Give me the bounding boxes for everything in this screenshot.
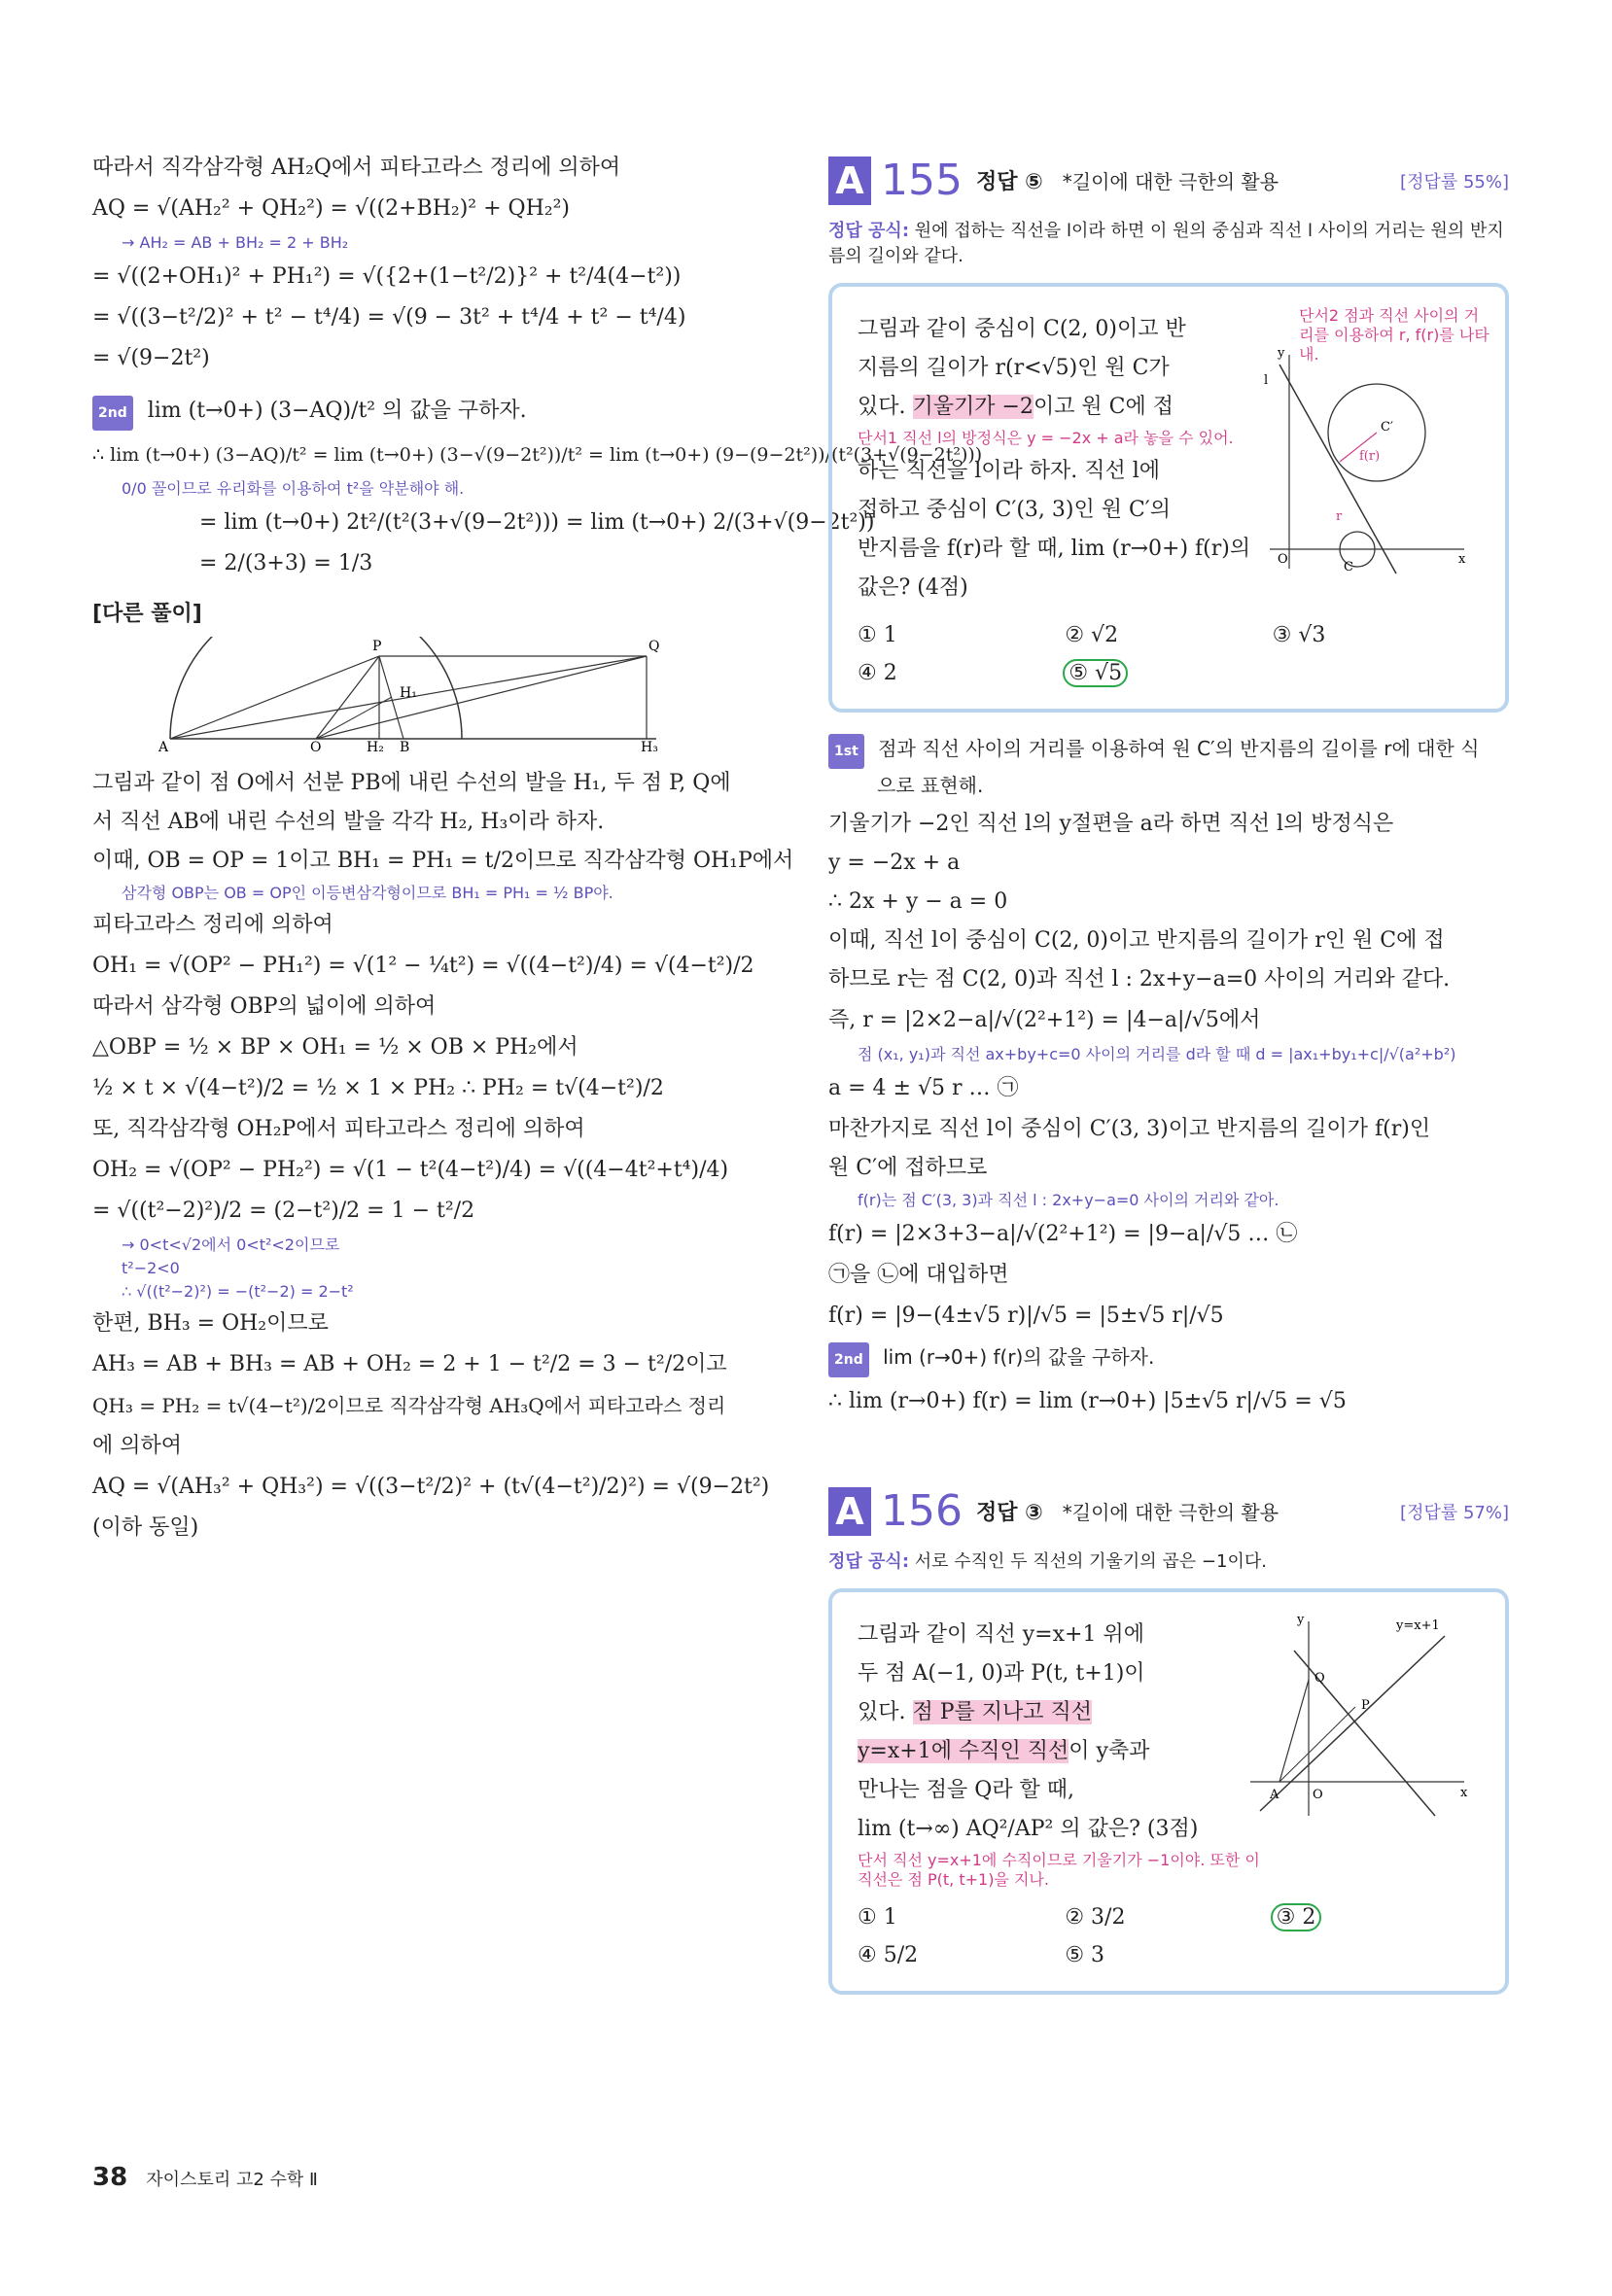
answer: 정답 ⑤ — [975, 170, 1043, 194]
text-line: 기울기가 −2인 직선 l의 y절편을 a라 하면 직선 l의 방정식은 — [828, 812, 1394, 836]
fig-label: C — [1344, 560, 1353, 574]
choice-5[interactable]: ⑤ √5 — [1065, 661, 1126, 685]
hint: 단서 직선 y=x+1에 수직이므로 기울기가 −1이야. 또한 이 직선은 점 P(t, t+1)을 지나. — [858, 1851, 1260, 1889]
annotation: 삼각형 OBP는 OB = OP인 이등변삼각형이므로 BH₁ = PH₁ = ½ BP야. — [122, 884, 613, 902]
fig-label: x — [1458, 552, 1466, 567]
text-line: 원 C′에 접하므로 — [828, 1156, 988, 1180]
text-line: 이때, 직선 l이 중심이 C(2, 0)이고 반지름의 길이가 r인 원 C에 접 — [828, 928, 1445, 953]
fig-label: r — [1336, 509, 1343, 524]
formula-text: 원에 접하는 직선을 l이라 하면 이 원의 중심과 직선 l 사이의 거리는 원의 반지름의 길이와 같다. — [828, 221, 1504, 266]
question-box-156 — [828, 1588, 1509, 1995]
question-line: 만나는 점을 Q라 할 때, — [858, 1778, 1075, 1802]
equation: 즉, r = |2×2−a|/√(2²+1²) = |4−a|/√5에서 — [828, 1008, 1261, 1032]
question-line: 지름의 길이가 r(r<√5)인 원 C가 — [858, 356, 1170, 380]
equation: AQ = √(AH₃² + QH₃²) = √((3−t²/2)² + (t√(4−t²)/2)²) = √(9−2t²) — [92, 1475, 770, 1499]
semicircle-diagram — [151, 637, 695, 753]
choice-4[interactable]: ④ 2 — [858, 661, 897, 685]
diagram-label: H₃ — [641, 740, 658, 753]
question-box-155 — [828, 283, 1509, 713]
fig-label: f(r) — [1359, 449, 1381, 464]
equation: △OBP = ½ × BP × OH₁ = ½ × OB × PH₂에서 — [92, 1035, 578, 1060]
equation: AQ = √(AH₂² + QH₂²) = √((2+BH₂)² + QH₂²) — [92, 196, 570, 221]
answer-formula — [828, 219, 1509, 269]
question-line: 접하고 중심이 C′(3, 3)인 원 C′의 — [858, 498, 1172, 522]
text-line: 마찬가지로 직선 l이 중심이 C′(3, 3)이고 반지름의 길이가 f(r)인 — [828, 1117, 1431, 1141]
text-line: 피타고라스 정리에 의하여 — [92, 913, 333, 937]
step-2 — [828, 1340, 1509, 1377]
fig-label: O — [1313, 1788, 1323, 1802]
step-badge: 2nd — [828, 1342, 869, 1377]
equation: f(r) = |2×3+3−a|/√(2²+1²) = |9−a|/√5 … ㉡ — [828, 1222, 1298, 1246]
equation: ∴ lim (t→0+) (3−AQ)/t² = lim (t→0+) (3−√(9−2t²))/t² = lim (t→0+) (9−(9−2t²))/(t²(3+√(9−2t²))) — [92, 444, 983, 466]
fig-label: O — [1278, 552, 1288, 567]
step-2 — [92, 395, 773, 431]
text-line: ∴ 2x + y − a = 0 — [828, 889, 1008, 914]
annotation: → AH₂ = AB + BH₂ = 2 + BH₂ — [122, 233, 349, 252]
choices-156 — [858, 1905, 1480, 1967]
choice-2[interactable]: ② √2 — [1065, 623, 1119, 647]
text-line: (이하 동일) — [92, 1515, 199, 1540]
choice-2[interactable]: ② 3/2 — [1065, 1905, 1126, 1930]
step-1 — [828, 732, 1509, 769]
annotation: f(r)는 점 C′(3, 3)과 직선 l : 2x+y−a=0 사이의 거리와 같아. — [858, 1191, 1279, 1209]
formula-text: 서로 수직인 두 직선의 기울기의 곱은 −1이다. — [914, 1551, 1267, 1572]
annotation: t²−2<0 — [122, 1259, 180, 1277]
step-text: 점과 직선 사이의 거리를 이용하여 원 C′의 반지름의 길이를 r에 대한 식 — [878, 737, 1480, 760]
equation: ½ × t × √(4−t²)/2 = ½ × 1 × PH₂ ∴ PH₂ = t√(4−t²)/2 — [92, 1076, 664, 1100]
equation: QH₃ = PH₂ = t√(4−t²)/2이므로 직각삼각형 AH₃Q에서 피타고라스 정리 — [92, 1394, 726, 1417]
correct-rate: [정답률 55%] — [1400, 171, 1509, 192]
text-span: 있다. — [858, 1700, 913, 1724]
fig-label: A — [1270, 1788, 1279, 1802]
circle-tangent-figure — [1250, 345, 1474, 578]
choice-3[interactable]: ③ √3 — [1272, 623, 1326, 647]
question-line: 그림과 같이 직선 y=x+1 위에 — [858, 1622, 1144, 1647]
diagram-label: H₂ — [367, 740, 384, 753]
page-number: 38 — [92, 2163, 128, 2192]
hint-2: 단서2 점과 직선 사이의 거리를 이용하여 r, f(r)를 나타내. — [1299, 306, 1489, 364]
question-line: 하는 직선을 l이라 하자. 직선 l에 — [858, 459, 1161, 483]
step-text: 으로 표현해. — [877, 774, 984, 797]
perpendicular-lines-figure — [1241, 1612, 1474, 1826]
equation: = lim (t→0+) 2t²/(t²(3+√(9−2t²))) = lim (t→0+) 2/(3+√(9−2t²)) — [199, 510, 875, 535]
equation: ∴ lim (r→0+) f(r) = lim (r→0+) |5±√5 r|/√5 = √5 — [828, 1389, 1347, 1413]
diagram-label: O — [310, 740, 322, 753]
equation: OH₁ = √(OP² − PH₁²) = √(1² − ¼t²) = √((4−t²)/4) = √(4−t²)/2 — [92, 954, 754, 978]
formula-label: 정답 공식: — [828, 221, 910, 241]
annotation: → 0<t<√2에서 0<t²<2이므로 — [122, 1235, 340, 1254]
fig-label: x — [1460, 1786, 1468, 1800]
problem-number: 155 — [881, 156, 963, 205]
fig-label: y — [1297, 1613, 1305, 1627]
choice-4[interactable]: ④ 5/2 — [858, 1943, 919, 1967]
equation: f(r) = |9−(4±√5 r)|/√5 = |5±√5 r|/√5 — [828, 1304, 1224, 1328]
hint-1: 단서1 직선 l의 방정식은 y = −2x + a라 놓을 수 있어. — [858, 429, 1234, 447]
text-span: 이 y축과 — [1069, 1739, 1150, 1763]
fig-label: l — [1264, 373, 1269, 388]
text-line: 따라서 삼각형 OBP의 넓이에 의하여 — [92, 994, 437, 1019]
solution-155 — [828, 732, 1509, 1418]
equation: OH₂ = √(OP² − PH₂²) = √(1 − t²(4−t²)/4) = √((4−4t²+t⁴)/4) — [92, 1158, 729, 1182]
problem-number: 156 — [881, 1486, 963, 1536]
text-line: 또, 직각삼각형 OH₂P에서 피타고라스 정리에 의하여 — [92, 1117, 585, 1141]
text-line: 에 의하여 — [92, 1434, 183, 1458]
answer: 정답 ③ — [975, 1501, 1043, 1525]
text-line: y = −2x + a — [828, 851, 961, 875]
choice-1[interactable]: ① 1 — [858, 1905, 897, 1930]
equation: = √(9−2t²) — [92, 346, 210, 370]
text-line: 그림과 같이 점 O에서 선분 PB에 내린 수선의 발을 H₁, 두 점 P, Q에 — [92, 771, 731, 795]
fig-label: C′ — [1381, 420, 1393, 435]
text-span: 있다. — [858, 395, 913, 419]
topic: *길이에 대한 극한의 활용 — [1062, 1501, 1279, 1524]
text-line: 한편, BH₃ = OH₂이므로 — [92, 1311, 329, 1336]
step-text: lim (r→0+) f(r)의 값을 구하자. — [883, 1345, 1155, 1369]
step-text: lim (t→0+) (3−AQ)/t² 의 값을 구하자. — [147, 399, 527, 423]
equation: = √((t²−2)²)/2 = (2−t²)/2 = 1 − t²/2 — [92, 1199, 475, 1223]
choice-1[interactable]: ① 1 — [858, 623, 897, 647]
diagram-label: A — [158, 740, 169, 753]
problem-156-header — [828, 1486, 1509, 1536]
fig-label: y=x+1 — [1396, 1618, 1440, 1633]
choice-3[interactable]: ③ 2 — [1273, 1905, 1320, 1930]
topic: *길이에 대한 극한의 활용 — [1062, 170, 1279, 193]
question-line: lim (t→∞) AQ²/AP² 의 값은? (3점) — [858, 1817, 1199, 1841]
question-line: 반지름을 f(r)라 할 때, lim (r→0+) f(r)의 — [858, 537, 1251, 561]
question-line: 값은? (4점) — [858, 575, 968, 600]
question-line: 그림과 같이 중심이 C(2, 0)이고 반 — [858, 317, 1186, 341]
text-line: ㉠을 ㉡에 대입하면 — [828, 1263, 1009, 1287]
text-span: 이고 원 C에 접 — [1033, 395, 1174, 419]
annotation: 0/0 꼴이므로 유리화를 이용하여 t²을 약분해야 해. — [122, 479, 465, 498]
equation: = 2/(3+3) = 1/3 — [199, 551, 373, 575]
annotation: 점 (x₁, y₁)과 직선 ax+by+c=0 사이의 거리를 d라 할 때 d = |ax₁+by₁+c|/√(a²+b²) — [858, 1045, 1456, 1063]
fig-label: P — [1361, 1698, 1370, 1713]
formula-label: 정답 공식: — [828, 1551, 910, 1572]
highlight: 기울기가 −2 — [912, 395, 1034, 419]
fig-label: y — [1278, 346, 1285, 361]
highlight: 점 P를 지나고 직선 — [912, 1700, 1093, 1724]
right-column — [828, 156, 1509, 1995]
level-badge: A — [828, 157, 871, 205]
diagram-label: P — [372, 639, 382, 654]
level-badge: A — [828, 1487, 871, 1536]
alt-solution-title: [다른 풀이] — [92, 602, 202, 626]
correct-rate: [정답률 57%] — [1400, 1502, 1509, 1523]
choice-5[interactable]: ⑤ 3 — [1065, 1943, 1105, 1967]
text-line: 하므로 r는 점 C(2, 0)과 직선 l : 2x+y−a=0 사이의 거리와 같다. — [828, 967, 1451, 991]
problem-155-header — [828, 156, 1509, 205]
step-badge: 1st — [828, 734, 864, 769]
diagram-label: H₁ — [400, 685, 417, 701]
annotation: ∴ √((t²−2)²) = −(t²−2) = 2−t² — [122, 1282, 354, 1301]
diagram-label: Q — [648, 639, 660, 654]
diagram-label: B — [400, 740, 410, 753]
choices-155 — [858, 623, 1480, 685]
equation: = √((3−t²/2)² + t² − t⁴/4) = √(9 − 3t² + t⁴/4 + t² − t⁴/4) — [92, 305, 686, 330]
highlight: y=x+1에 수직인 직선 — [858, 1739, 1069, 1763]
step-badge: 2nd — [92, 396, 133, 431]
equation: = √((2+OH₁)² + PH₁²) = √({2+(1−t²/2)}² + t²/4(4−t²)) — [92, 264, 682, 289]
page-footer — [92, 2163, 318, 2192]
text-line: 따라서 직각삼각형 AH₂Q에서 피타고라스 정리에 의하여 — [92, 156, 621, 180]
equation: a = 4 ± √5 r … ㉠ — [828, 1076, 1019, 1100]
answer-formula — [828, 1549, 1509, 1575]
text-line: 서 직선 AB에 내린 수선의 발을 각각 H₂, H₃이라 하자. — [92, 810, 605, 834]
text-line: 이때, OB = OP = 1이고 BH₁ = PH₁ = t/2이므로 직각삼각형 OH₁P에서 — [92, 849, 794, 873]
book-title: 자이스토리 고2 수학 Ⅱ — [146, 2170, 318, 2190]
fig-label: Q — [1314, 1671, 1325, 1686]
equation: AH₃ = AB + BH₃ = AB + OH₂ = 2 + 1 − t²/2 = 3 − t²/2이고 — [92, 1352, 727, 1376]
question-line: 두 점 A(−1, 0)과 P(t, t+1)이 — [858, 1661, 1145, 1686]
